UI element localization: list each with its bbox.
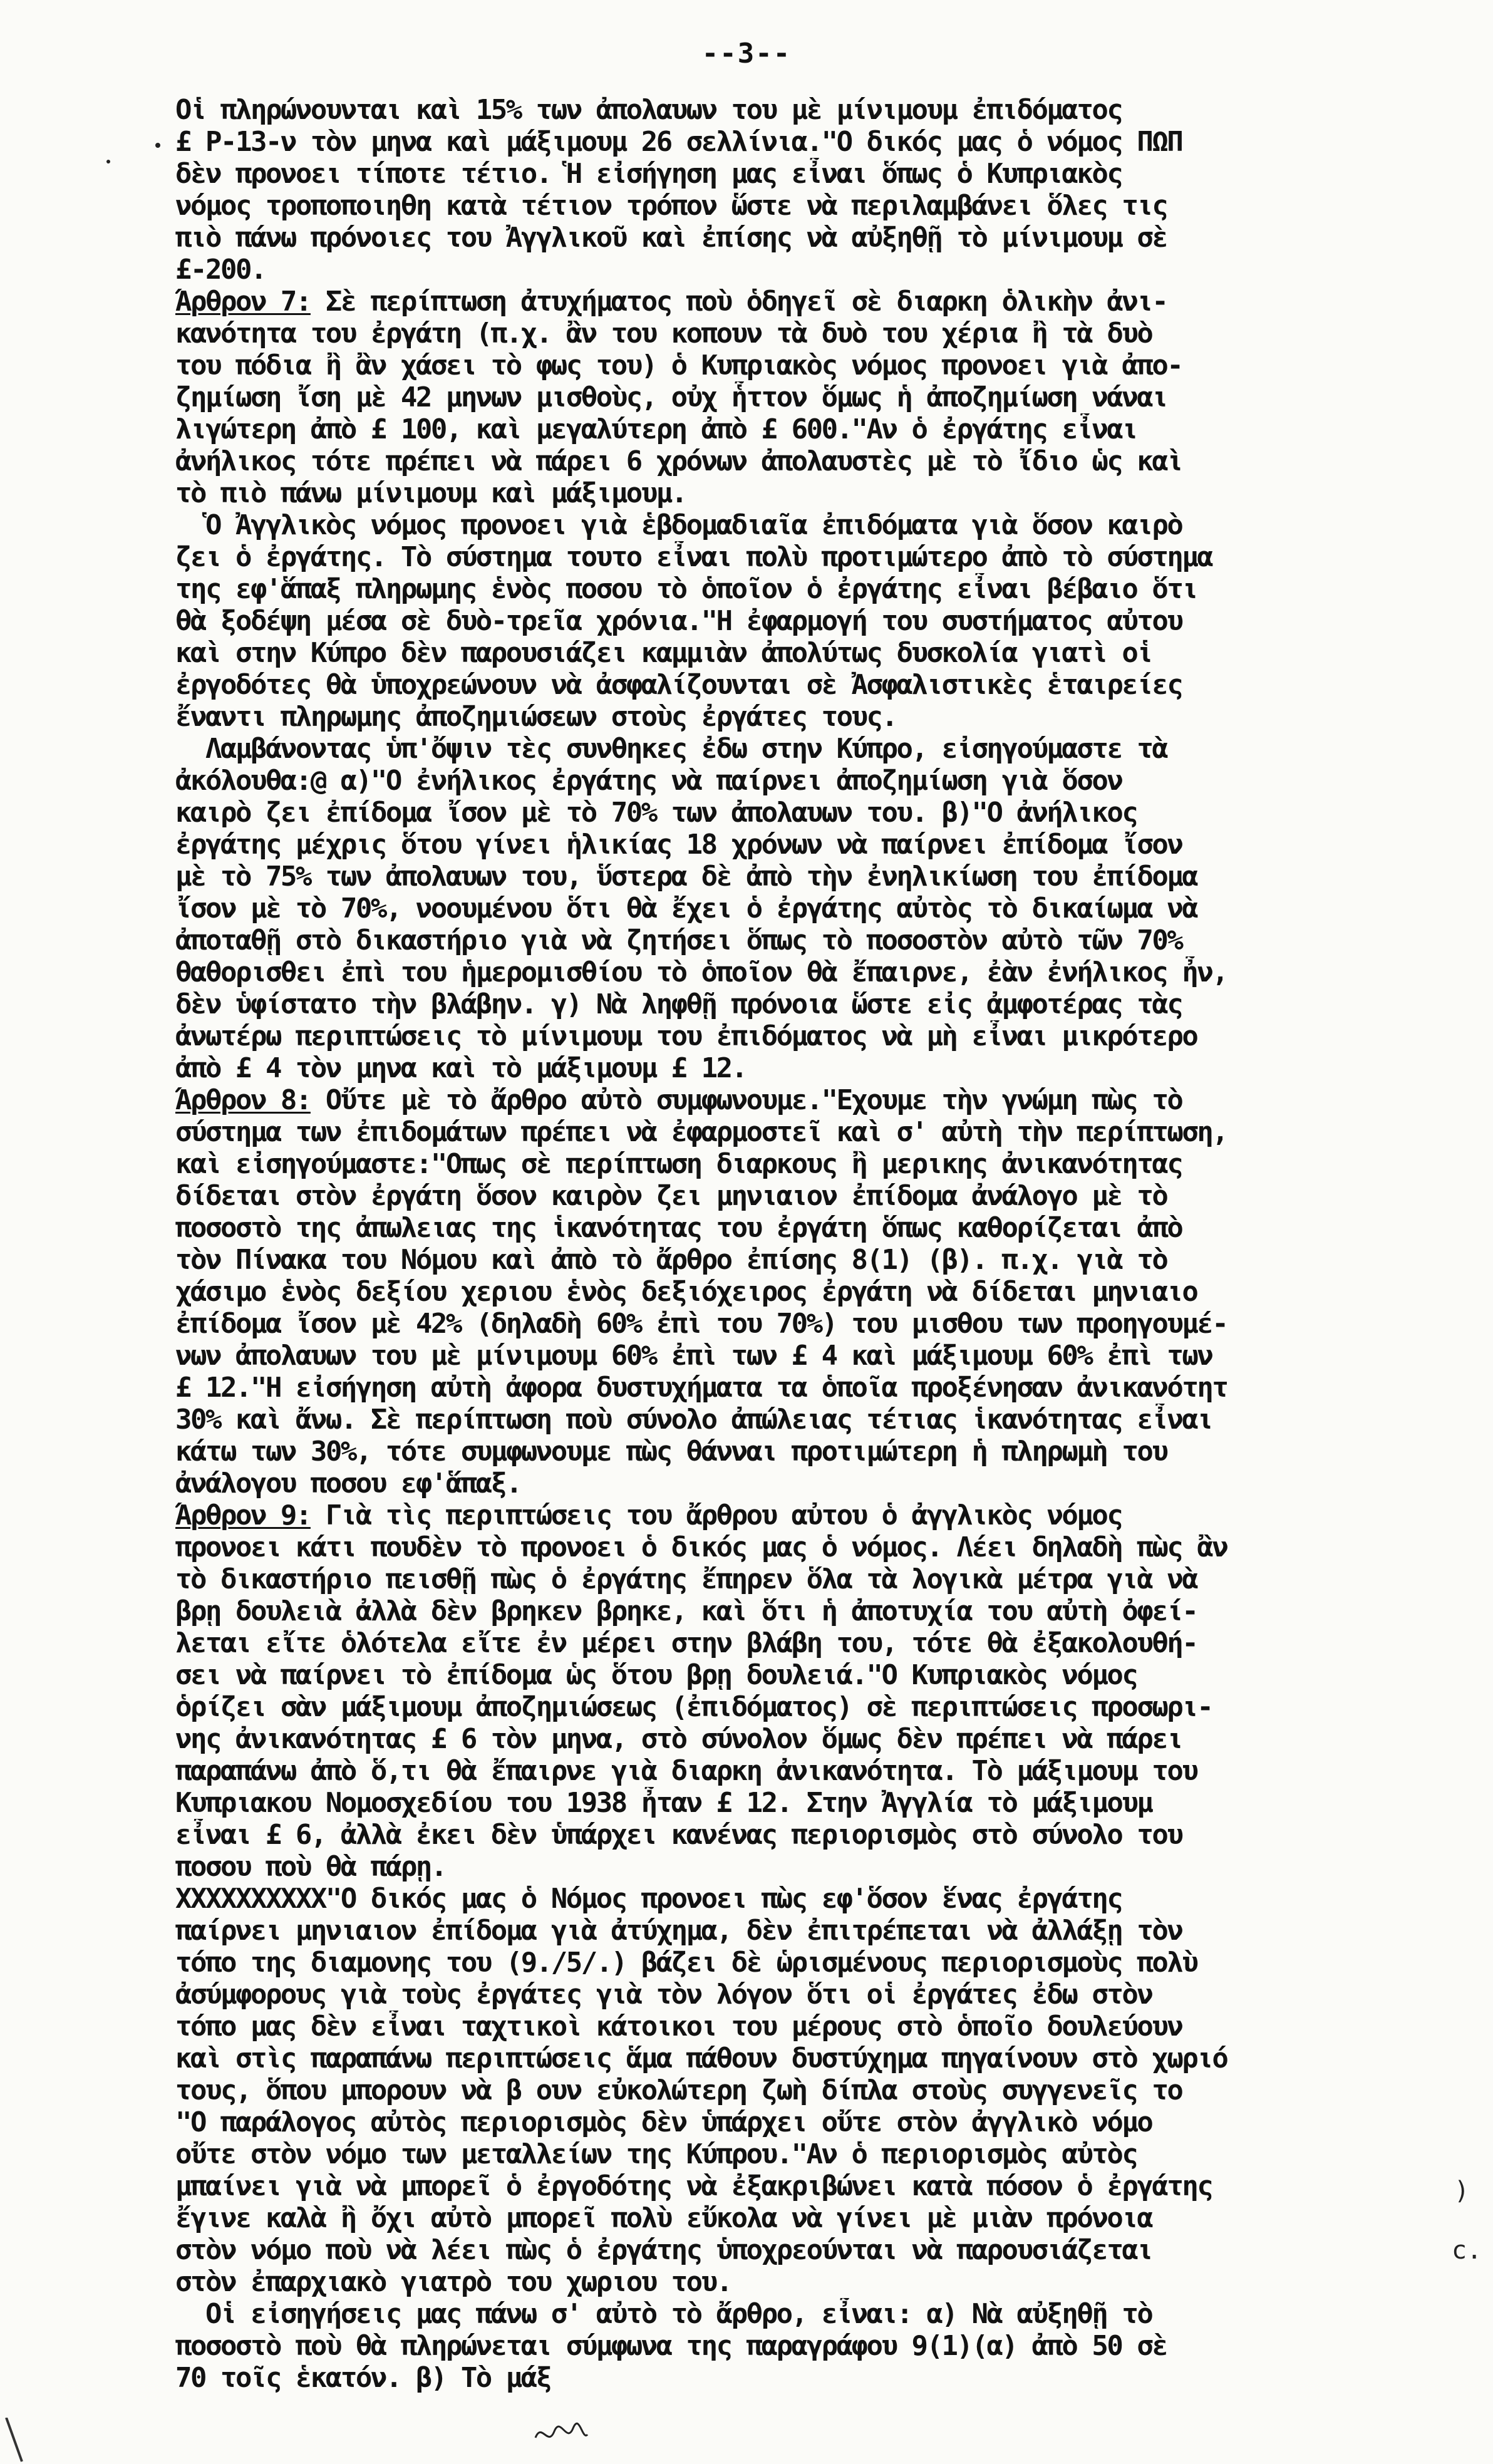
text-line: λιγώτερη ἀπὸ £ 100, καὶ μεγαλύτερη ἀπὸ £ 600."Αν ὁ ἐργάτης εἶναι	[175, 413, 1137, 445]
text-line	[175, 286, 1453, 318]
text-line: τόπο μας δὲν εἶναι ταχτικοὶ κάτοικοι του μέρους στὸ ὁποῖο δουλεύουν	[175, 2011, 1182, 2042]
margin-mark-c: c.	[1452, 2236, 1482, 2265]
text-line: προνοει κάτι πουδὲν τὸ προνοει ὁ δικός μας ὁ νόμος. Λέει δηλαδὴ πὼς ἂν	[175, 1531, 1227, 1563]
text-line: Κυπριακου Νομοσχεδίου του 1938 ἦταν £ 12. Στην Ἀγγλία τὸ μάξιμουμ	[175, 1787, 1152, 1819]
text-line: κανότητα του ἐργάτη (π.χ. ἂν του κοπουν τὰ δυὸ του χέρια ἢ τὰ δυὸ	[175, 318, 1152, 349]
text-line: πιὸ πάνω πρόνοιες του Ἀγγλικοῦ καὶ ἐπίσης νὰ αὐξηθῇ τὸ μίνιμουμ σὲ	[175, 222, 1167, 254]
text-line: ἴσον μὲ τὸ 70%, νοουμένου ὅτι θὰ ἔχει ὁ ἐργάτης αὐτὸς τὸ δικαίωμα νὰ	[175, 893, 1197, 924]
article-heading-text: Οὔτε μὲ τὸ ἄρθρο αὐτὸ συμφωνουμε."Εχουμε τὴν γνώμη πὼς τὸ	[310, 1084, 1182, 1116]
text-line: ἀκόλουθα:@ α)"Ο ἐνήλικος ἐργάτης νὰ παίρνει ἀποζημίωση γιὰ ὅσον	[175, 765, 1122, 797]
text-line: παραπάνω ἀπὸ ὅ,τι θὰ ἔπαιρνε γιὰ διαρκη ἀνικανότητα. Τὸ μάξιμουμ του	[175, 1755, 1197, 1787]
text-line: κάτω των 30%, τότε συμφωνουμε πὼς θάνναι προτιμώτερη ἡ πληρωμὴ του	[175, 1436, 1167, 1468]
text-line: χάσιμο ἑνὸς δεξίου χεριου ἑνὸς δεξιόχειρος ἐργάτη νὰ δίδεται μηνιαιο	[175, 1276, 1197, 1308]
text-line: Ὁ Ἀγγλικὸς νόμος προνοει γιὰ ἑβδομαδιαῖα ἐπιδόματα γιὰ ὅσον καιρὸ	[175, 509, 1182, 541]
text-line: ζει ὁ ἐργάτης. Τὸ σύστημα τουτο εἶναι πολὺ προτιμώτερο ἀπὸ τὸ σύστημα	[175, 541, 1212, 573]
margin-mark-paren: )	[1454, 2177, 1470, 2205]
text-line: 70 τοῖς ἑκατόν. β) Τὸ μάξ	[175, 2362, 551, 2394]
article-heading: Ἄρθρον 9:	[175, 1499, 311, 1531]
text-line: δὲν ὑφίστατο τὴν βλάβην. γ) Νὰ ληφθῇ πρόνοια ὥστε εἰς ἀμφοτέρας τὰς	[175, 988, 1182, 1020]
text-line: δὲν προνοει τίποτε τέτιο. Ἡ εἰσήγηση μας εἶναι ὅπως ὁ Κυπριακὸς	[175, 158, 1122, 190]
text-line: της εφ'ἅπαξ πληρωμης ἑνὸς ποσου τὸ ὁποῖον ὁ ἐργάτης εἶναι βέβαιο ὅτι	[175, 573, 1197, 605]
text-line: οὔτε στὸν νόμο των μεταλλείων της Κύπρου."Αν ὁ περιορισμὸς αὐτὸς	[175, 2138, 1137, 2170]
text-line: Οἱ εἰσηγήσεις μας πάνω σ' αὐτὸ τὸ ἄρθρο, εἶναι: α) Νὰ αὐξηθῇ τὸ	[175, 2298, 1152, 2330]
text-line: θὰ ξοδέψη μέσα σὲ δυὸ-τρεῖα χρόνια."Η ἐφαρμογή του συστήματος αὐτου	[175, 605, 1182, 637]
text-line: καιρὸ ζει ἐπίδομα ἴσον μὲ τὸ 70% των ἀπολαυων του. β)"Ο ἀνήλικος	[175, 797, 1137, 829]
text-line: στὸν ἐπαρχιακὸ γιατρὸ του χωριου του.	[175, 2266, 731, 2298]
article-heading: Ἄρθρον 8:	[175, 1084, 311, 1116]
text-line: ἐργοδότες θὰ ὑποχρεώνουν νὰ ἀσφαλίζουνται σὲ Ἀσφαλιστικὲς ἑταιρείες	[175, 669, 1182, 701]
handwritten-scribble	[532, 2419, 589, 2450]
text-line: παίρνει μηνιαιον ἐπίδομα γιὰ ἀτύχημα, δὲν ἐπιτρέπεται νὰ ἀλλάξῃ τὸν	[175, 1915, 1182, 1947]
text-line: στὸν νόμο ποὺ νὰ λέει πὼς ὁ ἐργάτης ὑποχρεούνται νὰ παρουσιάζεται	[175, 2234, 1152, 2266]
text-line: νων ἀπολαυων του μὲ μίνιμουμ 60% ἐπὶ των £ 4 καὶ μάξιμουμ 60% ἐπὶ των	[175, 1340, 1212, 1372]
text-line: νόμος τροποποιηθη κατὰ τέτιον τρόπον ὥστε νὰ περιλαμβάνει ὅλες τις	[175, 190, 1167, 222]
article-heading-text: Σὲ περίπτωση ἀτυχήματος ποὺ ὁδηγεῖ σὲ διαρκη ὁλικὴν ἀνι-	[310, 286, 1167, 318]
text-line: βρῃ δουλειὰ ἀλλὰ δὲν βρηκεν βρηκε, καὶ ὅτι ἡ ἀποτυχία του αὐτὴ ὀφεί-	[175, 1595, 1197, 1627]
document-body	[175, 94, 1453, 2394]
text-line: λεται εἴτε ὁλότελα εἴτε ἐν μέρει στην βλάβη του, τότε θὰ ἐξακολουθή-	[175, 1627, 1197, 1659]
page-number: --3--	[701, 38, 792, 70]
text-line: καὶ στην Κύπρο δὲν παρουσιάζει καμμιὰν ἀπολύτως δυσκολία γιατὶ οἱ	[175, 637, 1152, 669]
text-line: δίδεται στὸν ἐργάτη ὅσον καιρὸν ζει μηνιαιον ἐπίδομα ἀνάλογο μὲ τὸ	[175, 1180, 1167, 1212]
text-line: του πόδια ἢ ἂν χάσει τὸ φως του) ὁ Κυπριακὸς νόμος προνοει γιὰ ἀπο-	[175, 349, 1182, 381]
text-line	[175, 1499, 1453, 1531]
text-line: καὶ εἰσηγούμαστε:"Οπως σὲ περίπτωση διαρκους ἢ μερικης ἀνικανότητας	[175, 1148, 1182, 1180]
text-line: μὲ τὸ 75% των ἀπολαυων του, ὕστερα δὲ ἀπὸ τὴν ἐνηλικίωση του ἐπίδομα	[175, 861, 1197, 893]
text-line: τὸ δικαστήριο πεισθῇ πὼς ὁ ἐργάτης ἔπηρεν ὅλα τὰ λογικὰ μέτρα γιὰ νὰ	[175, 1563, 1197, 1595]
text-line: θαθορισθει ἐπὶ του ἡμερομισθίου τὸ ὁποῖον θὰ ἔπαιρνε, ἐὰν ἐνήλικος ἦν,	[175, 956, 1227, 988]
corner-scan-mark	[0, 2418, 38, 2464]
text-line: Οἱ πληρώνουνται καὶ 15% των ἀπολαυων του μὲ μίνιμουμ ἐπιδόματος	[175, 94, 1122, 126]
text-line: σύστημα των ἐπιδομάτων πρέπει νὰ ἐφαρμοστεῖ καὶ σ' αὐτὴ τὴν περίπτωση,	[175, 1116, 1227, 1148]
scan-speck	[106, 160, 110, 163]
text-line: σει νὰ παίρνει τὸ ἐπίδομα ὡς ὅτου βρῃ δουλειά."Ο Κυπριακὸς νόμος	[175, 1659, 1137, 1691]
text-line: Λαμβάνοντας ὑπ'ὄψιν τὲς συνθηκες ἐδω στην Κύπρο, εἰσηγούμαστε τὰ	[175, 733, 1167, 765]
text-line: 30% καὶ ἄνω. Σὲ περίπτωση ποὺ σύνολο ἀπώλειας τέτιας ἱκανότητας εἶναι	[175, 1404, 1212, 1436]
text-line: τους, ὅπου μπορουν νὰ β ουν εὐκολώτερη ζωὴ δίπλα στοὺς συγγενεῖς το	[175, 2074, 1182, 2106]
article-heading: Ἄρθρον 7:	[175, 286, 311, 318]
text-line: τὸν Πίνακα του Νόμου καὶ ἀπὸ τὸ ἄρθρο ἐπίσης 8(1) (β). π.χ. γιὰ τὸ	[175, 1244, 1167, 1276]
text-line: τὸ πιὸ πάνω μίνιμουμ καὶ μάξιμουμ.	[175, 477, 686, 509]
text-line: ἐπίδομα ἴσον μὲ 42% (δηλαδὴ 60% ἐπὶ του 70%) του μισθου των προηγουμέ-	[175, 1308, 1227, 1340]
text-line: "Ο παράλογος αὐτὸς περιορισμὸς δὲν ὑπάρχει οὔτε στὸν ἀγγλικὸ νόμο	[175, 2106, 1152, 2138]
text-line: μπαίνει γιὰ νὰ μπορεῖ ὁ ἐργοδότης νὰ ἐξακριβώνει κατὰ πόσον ὁ ἐργάτης	[175, 2170, 1212, 2202]
scan-speck	[155, 143, 160, 148]
text-line: £-200.	[175, 254, 266, 286]
text-line: £ Ρ-13-ν τὸν μηνα καὶ μάξιμουμ 26 σελλίνια."Ο δικός μας ὁ νόμος ΠΩΠ	[175, 126, 1182, 158]
text-line: εἶναι £ 6, ἀλλὰ ἐκει δὲν ὑπάρχει κανένας περιορισμὸς στὸ σύνολο του	[175, 1819, 1182, 1851]
text-line: ἀπὸ £ 4 τὸν μηνα καὶ τὸ μάξιμουμ £ 12.	[175, 1052, 746, 1084]
text-line: ἀνήλικος τότε πρέπει νὰ πάρει 6 χρόνων ἀπολαυστὲς μὲ τὸ ἴδιο ὡς καὶ	[175, 445, 1182, 477]
text-line: ἀποταθῇ στὸ δικαστήριο γιὰ νὰ ζητήσει ὅπως τὸ ποσοστὸν αὐτὸ τῶν 70%	[175, 924, 1182, 956]
text-line	[175, 1084, 1453, 1116]
text-line: £ 12."Η εἰσήγηση αὐτὴ ἀφορα δυστυχήματα τα ὁποῖα προξένησαν ἀνικανότητ	[175, 1372, 1227, 1404]
article-heading-text: Γιὰ τὶς περιπτώσεις του ἄρθρου αὐτου ὁ ἀγγλικὸς νόμος	[310, 1499, 1122, 1531]
text-line: ἀνάλογου ποσου εφ'ἅπαξ.	[175, 1468, 521, 1499]
text-line: ποσοστὸ της ἀπωλειας της ἱκανότητας του ἐργάτη ὅπως καθορίζεται ἀπὸ	[175, 1212, 1182, 1244]
text-line: ἐργάτης μέχρις ὅτου γίνει ἡλικίας 18 χρόνων νὰ παίρνει ἐπίδομα ἴσον	[175, 829, 1182, 861]
text-line: ποσοστὸ ποὺ θὰ πληρώνεται σύμφωνα της παραγράφου 9(1)(α) ἀπὸ 50 σὲ	[175, 2330, 1167, 2362]
text-line: ὁρίζει σὰν μάξιμουμ ἀποζημιώσεως (ἐπιδόματος) σὲ περιπτώσεις προσωρι-	[175, 1691, 1212, 1723]
text-line: τόπο της διαμονης του (9./5/.) βάζει δὲ ὡρισμένους περιορισμοὺς πολὺ	[175, 1947, 1197, 1979]
text-line: XXXXXXXXXX"Ο δικός μας ὁ Νόμος προνοει πὼς εφ'ὅσον ἕνας ἐργάτης	[175, 1883, 1122, 1915]
text-line: ποσου ποὺ θὰ πάρῃ.	[175, 1851, 446, 1883]
text-line: ἀσύμφορους γιὰ τοὺς ἐργάτες γιὰ τὸν λόγον ὅτι οἱ ἐργάτες ἐδω στὸν	[175, 1979, 1152, 2011]
text-line: ἔγινε καλὰ ἢ ὄχι αὐτὸ μπορεῖ πολὺ εὔκολα νὰ γίνει μὲ μιὰν πρόνοια	[175, 2202, 1152, 2234]
text-line: ἔναντι πληρωμης ἀποζημιώσεων στοὺς ἐργάτες τους.	[175, 701, 897, 733]
text-line: νης ἀνικανότητας £ 6 τὸν μηνα, στὸ σύνολον ὅμως δὲν πρέπει νὰ πάρει	[175, 1723, 1182, 1755]
text-line: καὶ στὶς παραπάνω περιπτώσεις ἅμα πάθουν δυστύχημα πηγαίνουν στὸ χωριό	[175, 2042, 1227, 2074]
text-line: ἀνωτέρω περιπτώσεις τὸ μίνιμουμ του ἐπιδόματος νὰ μὴ εἶναι μικρότερο	[175, 1020, 1197, 1052]
text-line: ζημίωση ἴση μὲ 42 μηνων μισθοὺς, οὐχ ἧττον ὅμως ἡ ἀποζημίωση νάναι	[175, 381, 1167, 413]
